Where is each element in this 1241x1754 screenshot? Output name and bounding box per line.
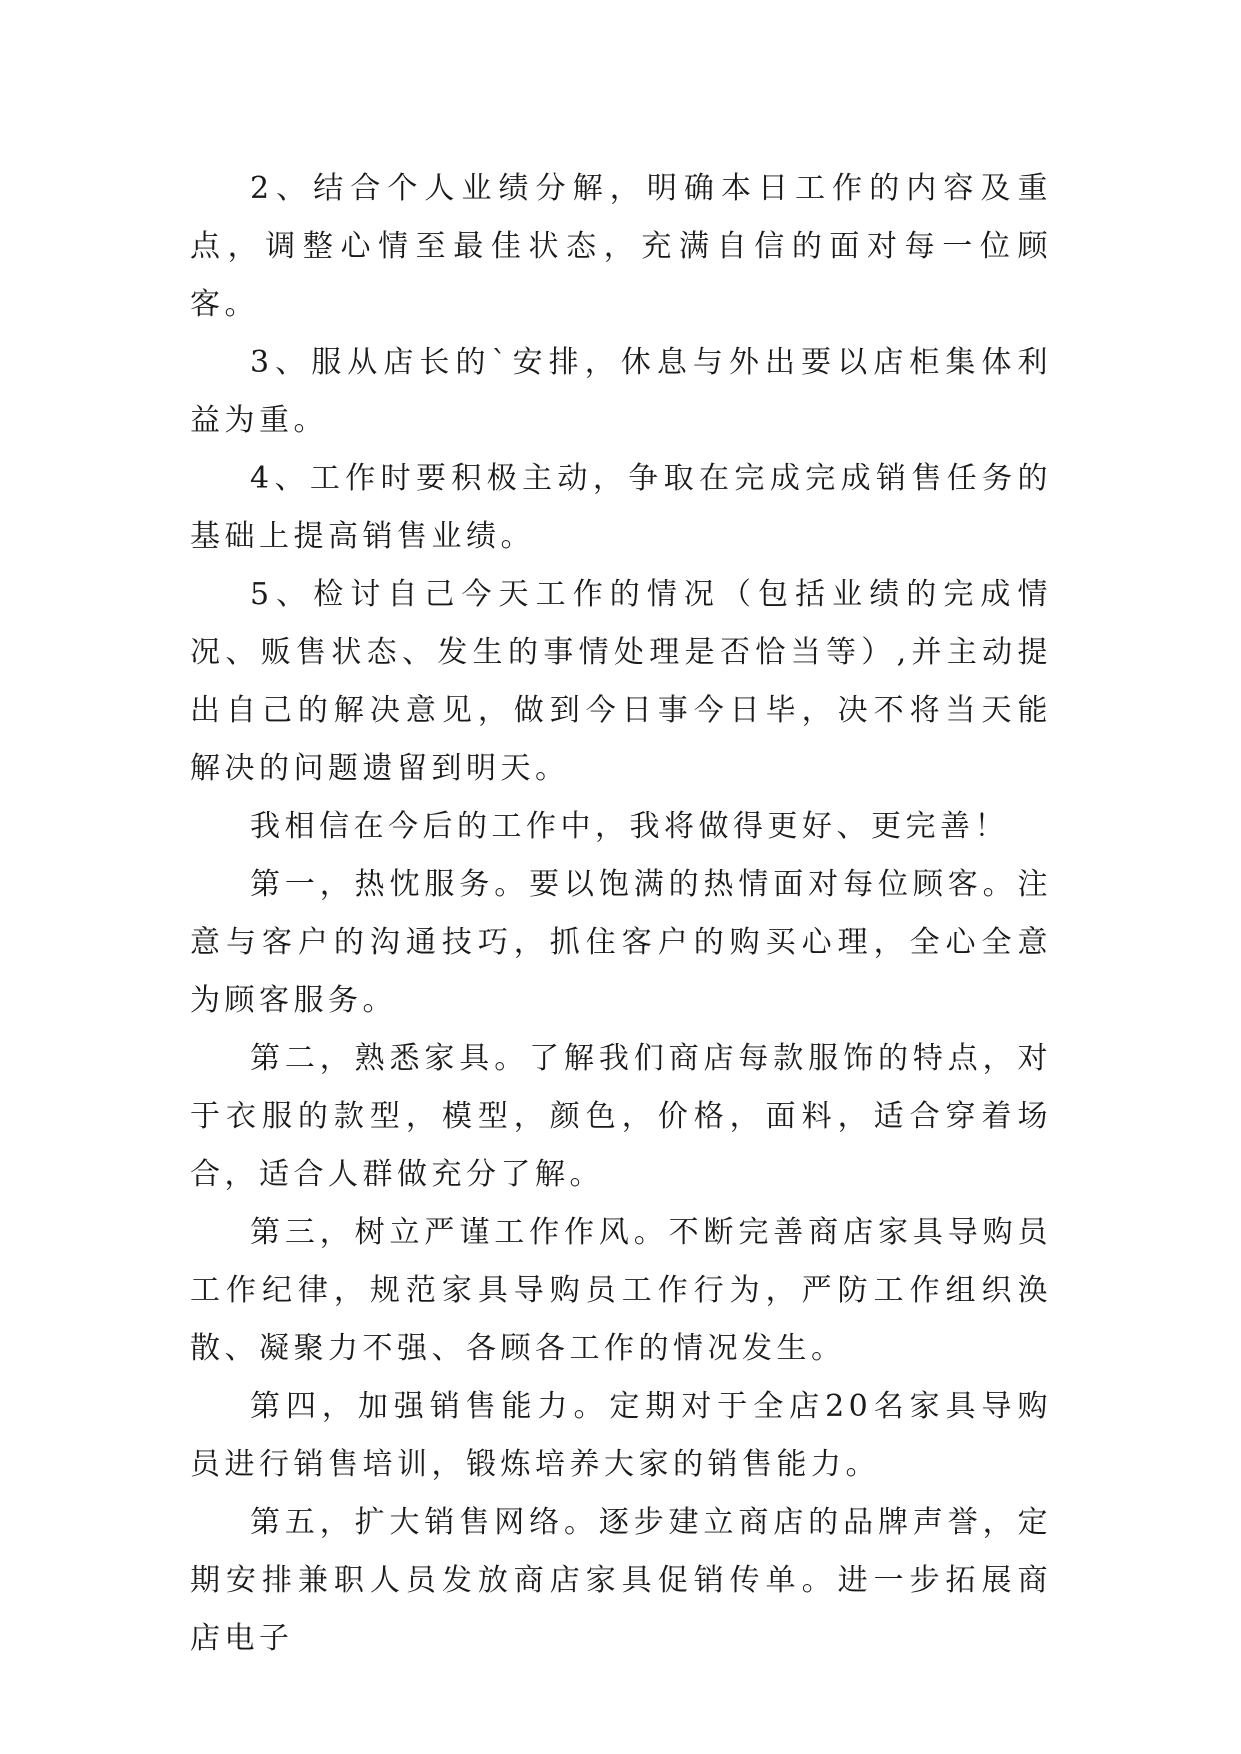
paragraph-fifth-point: 第五，扩大销售网络。逐步建立商店的品牌声誉，定期安排兼职人员发放商店家具促销传单。进一步拓展商店电子 [190, 1505, 1052, 1656]
document-body [190, 160, 1052, 1668]
paragraph-item-5: 5、检讨自己今天工作的情况（包括业绩的完成情况、贩售状态、发生的事情处理是否恰当等）,并主动提出自己的解决意见，做到今日事今日毕，决不将当天能解决的问题遗留到明天。 [190, 577, 1052, 786]
paragraph-first-point: 第一，热忱服务。要以饱满的热情面对每位顾客。注意与客户的沟通技巧，抓住客户的购买心理，全心全意为顾客服务。 [190, 867, 1052, 1018]
paragraph-closing-statement: 我相信在今后的工作中，我将做得更好、更完善！ [250, 809, 1009, 844]
paragraph-item-4: 4、工作时要积极主动，争取在完成完成销售任务的基础上提高销售业绩。 [190, 461, 1052, 554]
paragraph-third-point: 第三，树立严谨工作作风。不断完善商店家具导购员工作纪律，规范家具导购员工作行为，严防工作组织涣散、凝聚力不强、各顾各工作的情况发生。 [190, 1215, 1052, 1366]
paragraph-item-2: 2、结合个人业绩分解，明确本日工作的内容及重点，调整心情至最佳状态，充满自信的面对每一位顾客。 [190, 171, 1052, 322]
paragraph-item-3: 3、服从店长的`安排，休息与外出要以店柜集体利益为重。 [190, 345, 1052, 438]
paragraph-fourth-point: 第四，加强销售能力。定期对于全店20名家具导购员进行销售培训，锻炼培养大家的销售能力。 [190, 1389, 1052, 1482]
paragraph-second-point: 第二，熟悉家具。了解我们商店每款服饰的特点，对于衣服的款型，模型，颜色，价格，面料，适合穿着场合，适合人群做充分了解。 [190, 1041, 1052, 1192]
